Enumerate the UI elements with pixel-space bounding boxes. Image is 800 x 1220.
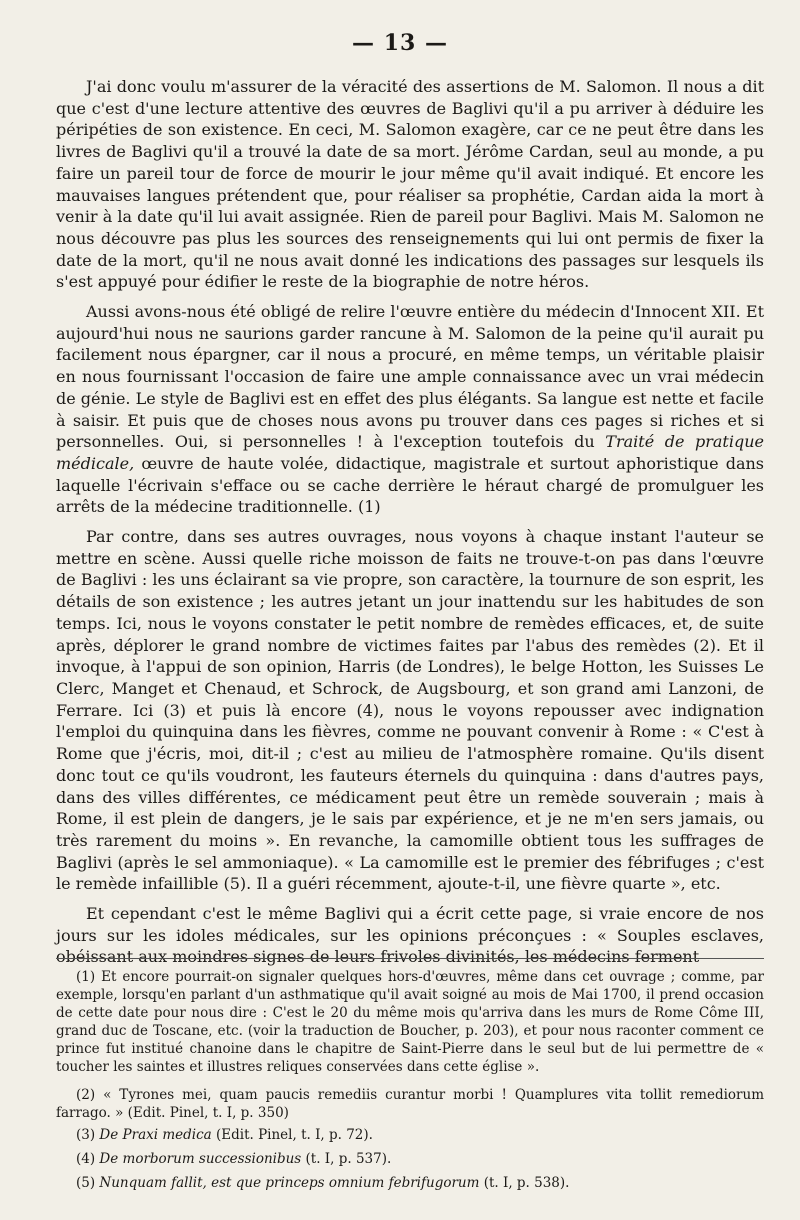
footnote-4-number: (4) xyxy=(76,1151,96,1167)
paragraph-4: Et cependant c'est le même Baglivi qui a écrit cette page, si vraie encore de nos jours sur les idoles médicales, sur les opinions préconçues : « Souples esclaves, obéissant aux moindres signes de leurs frivoles divinités, les médecins ferment xyxy=(56,904,764,967)
body-text xyxy=(56,76,764,976)
paragraph-2-end: œuvre de haute volée, didactique, magistrale et surtout aphoristique dans laquelle l'écrivain s'efface ou se cache derrière le héraut chargé de promulguer les arrêts de la médecine traditionnelle. (1) xyxy=(56,453,764,517)
footnote-4-ref: (t. I, p. 537). xyxy=(305,1151,392,1167)
footnote-5-number: (5) xyxy=(76,1175,96,1191)
footnote-5 xyxy=(56,1174,764,1192)
paragraph-2-title: Traité de pratique médicale, xyxy=(56,432,764,473)
paragraph-2 xyxy=(56,301,764,518)
page-number: — 13 — xyxy=(352,30,448,56)
footnote-3-ref: (Edit. Pinel, t. I, p. 72). xyxy=(216,1127,373,1143)
paragraph-1: J'ai donc voulu m'assurer de la véracité des assertions de M. Salomon. Il nous a dit que c'est d'une lecture attentive des œuvres de Baglivi qu'il a pu arriver à déduire les péripéties de son existence. En ceci, M. Salomon exagère, car ce ne peut être dans les livres de Baglivi qu'il a trouvé la date de sa mort. Jérôme Cardan, seul au monde, a pu faire un pareil tour de force de mourir le jour même qu'il avait indiqué. Et encore les mauvaises langues prétendent que, pour réaliser sa prophétie, Cardan aida la mort à venir à la date qu'il lui avait assignée. Rien de pareil pour Baglivi. Mais M. Salomon ne nous découvre pas plus les sources des renseignements qui lui ont permis de fixer la date de la mort, qu'il ne nous avait donné les indications des passages sur lesquels ils s'est appuyé pour édifier le reste de la biographie de notre héros. xyxy=(56,77,764,292)
footnote-3-title: De Praxi medica xyxy=(99,1127,212,1143)
footnote-2: (2) « Tyrones mei, quam paucis remediis curantur morbi ! Quamplures vita tollit remediorum farrago. » (Edit. Pinel, t. I, p. 350) xyxy=(56,1087,764,1121)
footnote-5-title: Nunquam fallit, est que princeps omnium febrifugorum xyxy=(99,1175,480,1191)
footnote-divider xyxy=(56,958,764,959)
footnotes xyxy=(56,968,764,1198)
footnote-4-title: De morborum successionibus xyxy=(99,1151,302,1167)
paragraph-2-start: Aussi avons-nous été obligé de relire l'œuvre entière du médecin d'Innocent XII. Et aujourd'hui nous ne saurions garder rancune à M. Salomon de la peine qu'il aurait pu facilement nous épargner, car il nous a procuré, en même temps, un véritable plaisir en nous fournissant l'occasion de faire une ample connaissance avec un vrai médecin de génie. Le style de Baglivi est en effet des plus élégants. Sa langue est nette et facile à saisir. Et puis que de choses nous avons pu trouver dans ces pages si riches et si personnelles. Oui, si personnelles ! à l'exception toutefois du xyxy=(56,302,764,452)
footnote-3 xyxy=(56,1126,764,1144)
footnote-3-number: (3) xyxy=(76,1127,96,1143)
footnote-1: (1) Et encore pourrait-on signaler quelques hors-d'œuvres, même dans cet ouvrage ; comme, par exemple, lorsqu'en parlant d'un asthmatique qu'il avait soigné au mois de Mai 1700, il prend occasion de cette date pour nous dire : C'est le 20 du même mois qu'arriva dans les murs de Rome Côme III, grand duc de Toscane, etc. (voir la traduction de Boucher, p. 203), et pour nous raconter comment ce prince fut institué chanoine dans le chapitre de Saint-Pierre dans le seul but de lui permettre de « toucher les saintes et illustres reliques conservées dans cette église ». xyxy=(56,969,764,1075)
footnote-5-ref: (t. I, p. 538). xyxy=(483,1175,570,1191)
footnote-4 xyxy=(56,1150,764,1168)
paragraph-3: Par contre, dans ses autres ouvrages, nous voyons à chaque instant l'auteur se mettre en scène. Aussi quelle riche moisson de faits ne trouve-t-on pas dans l'œuvre de Baglivi : les uns éclairant sa vie propre, son caractère, la tournure de son esprit, les détails de son existence ; les autres jetant un jour inattendu sur les habitudes de son temps. Ici, nous le voyons constater le petit nombre de remèdes efficaces, et, de suite après, déplorer le grand nombre de victimes faites par l'abus des remèdes (2). Et il invoque, à l'appui de son opinion, Harris (de Londres), le belge Hotton, les Suisses Le Clerc, Manget et Chenaud, et Schrock, de Augsbourg, et son grand ami Lanzoni, de Ferrare. Ici (3) et puis là encore (4), nous le voyons repousser avec indignation l'emploi du quinquina dans les fièvres, comme ne pouvant convenir à Rome : « C'est à Rome que j'écris, moi, dit-il ; c'est au milieu de l'atmosphère romaine. Qu'ils disent donc tout ce qu'ils voudront, les fauteurs éternels du quinquina : dans d'autres pays, dans des villes différentes, ce médicament peut être un remède souverain ; mais à Rome, il est plein de dangers, je le sais par expérience, et je ne m'en sers jamais, ou très rarement du moins ». En revanche, la camomille obtient tous les suffrages de Baglivi (après le sel ammoniaque). « La camomille est le premier des fébrifuges ; c'est le remède infaillible (5). Il a guéri récemment, ajoute-t-il, une fièvre quarte », etc. xyxy=(56,527,764,894)
